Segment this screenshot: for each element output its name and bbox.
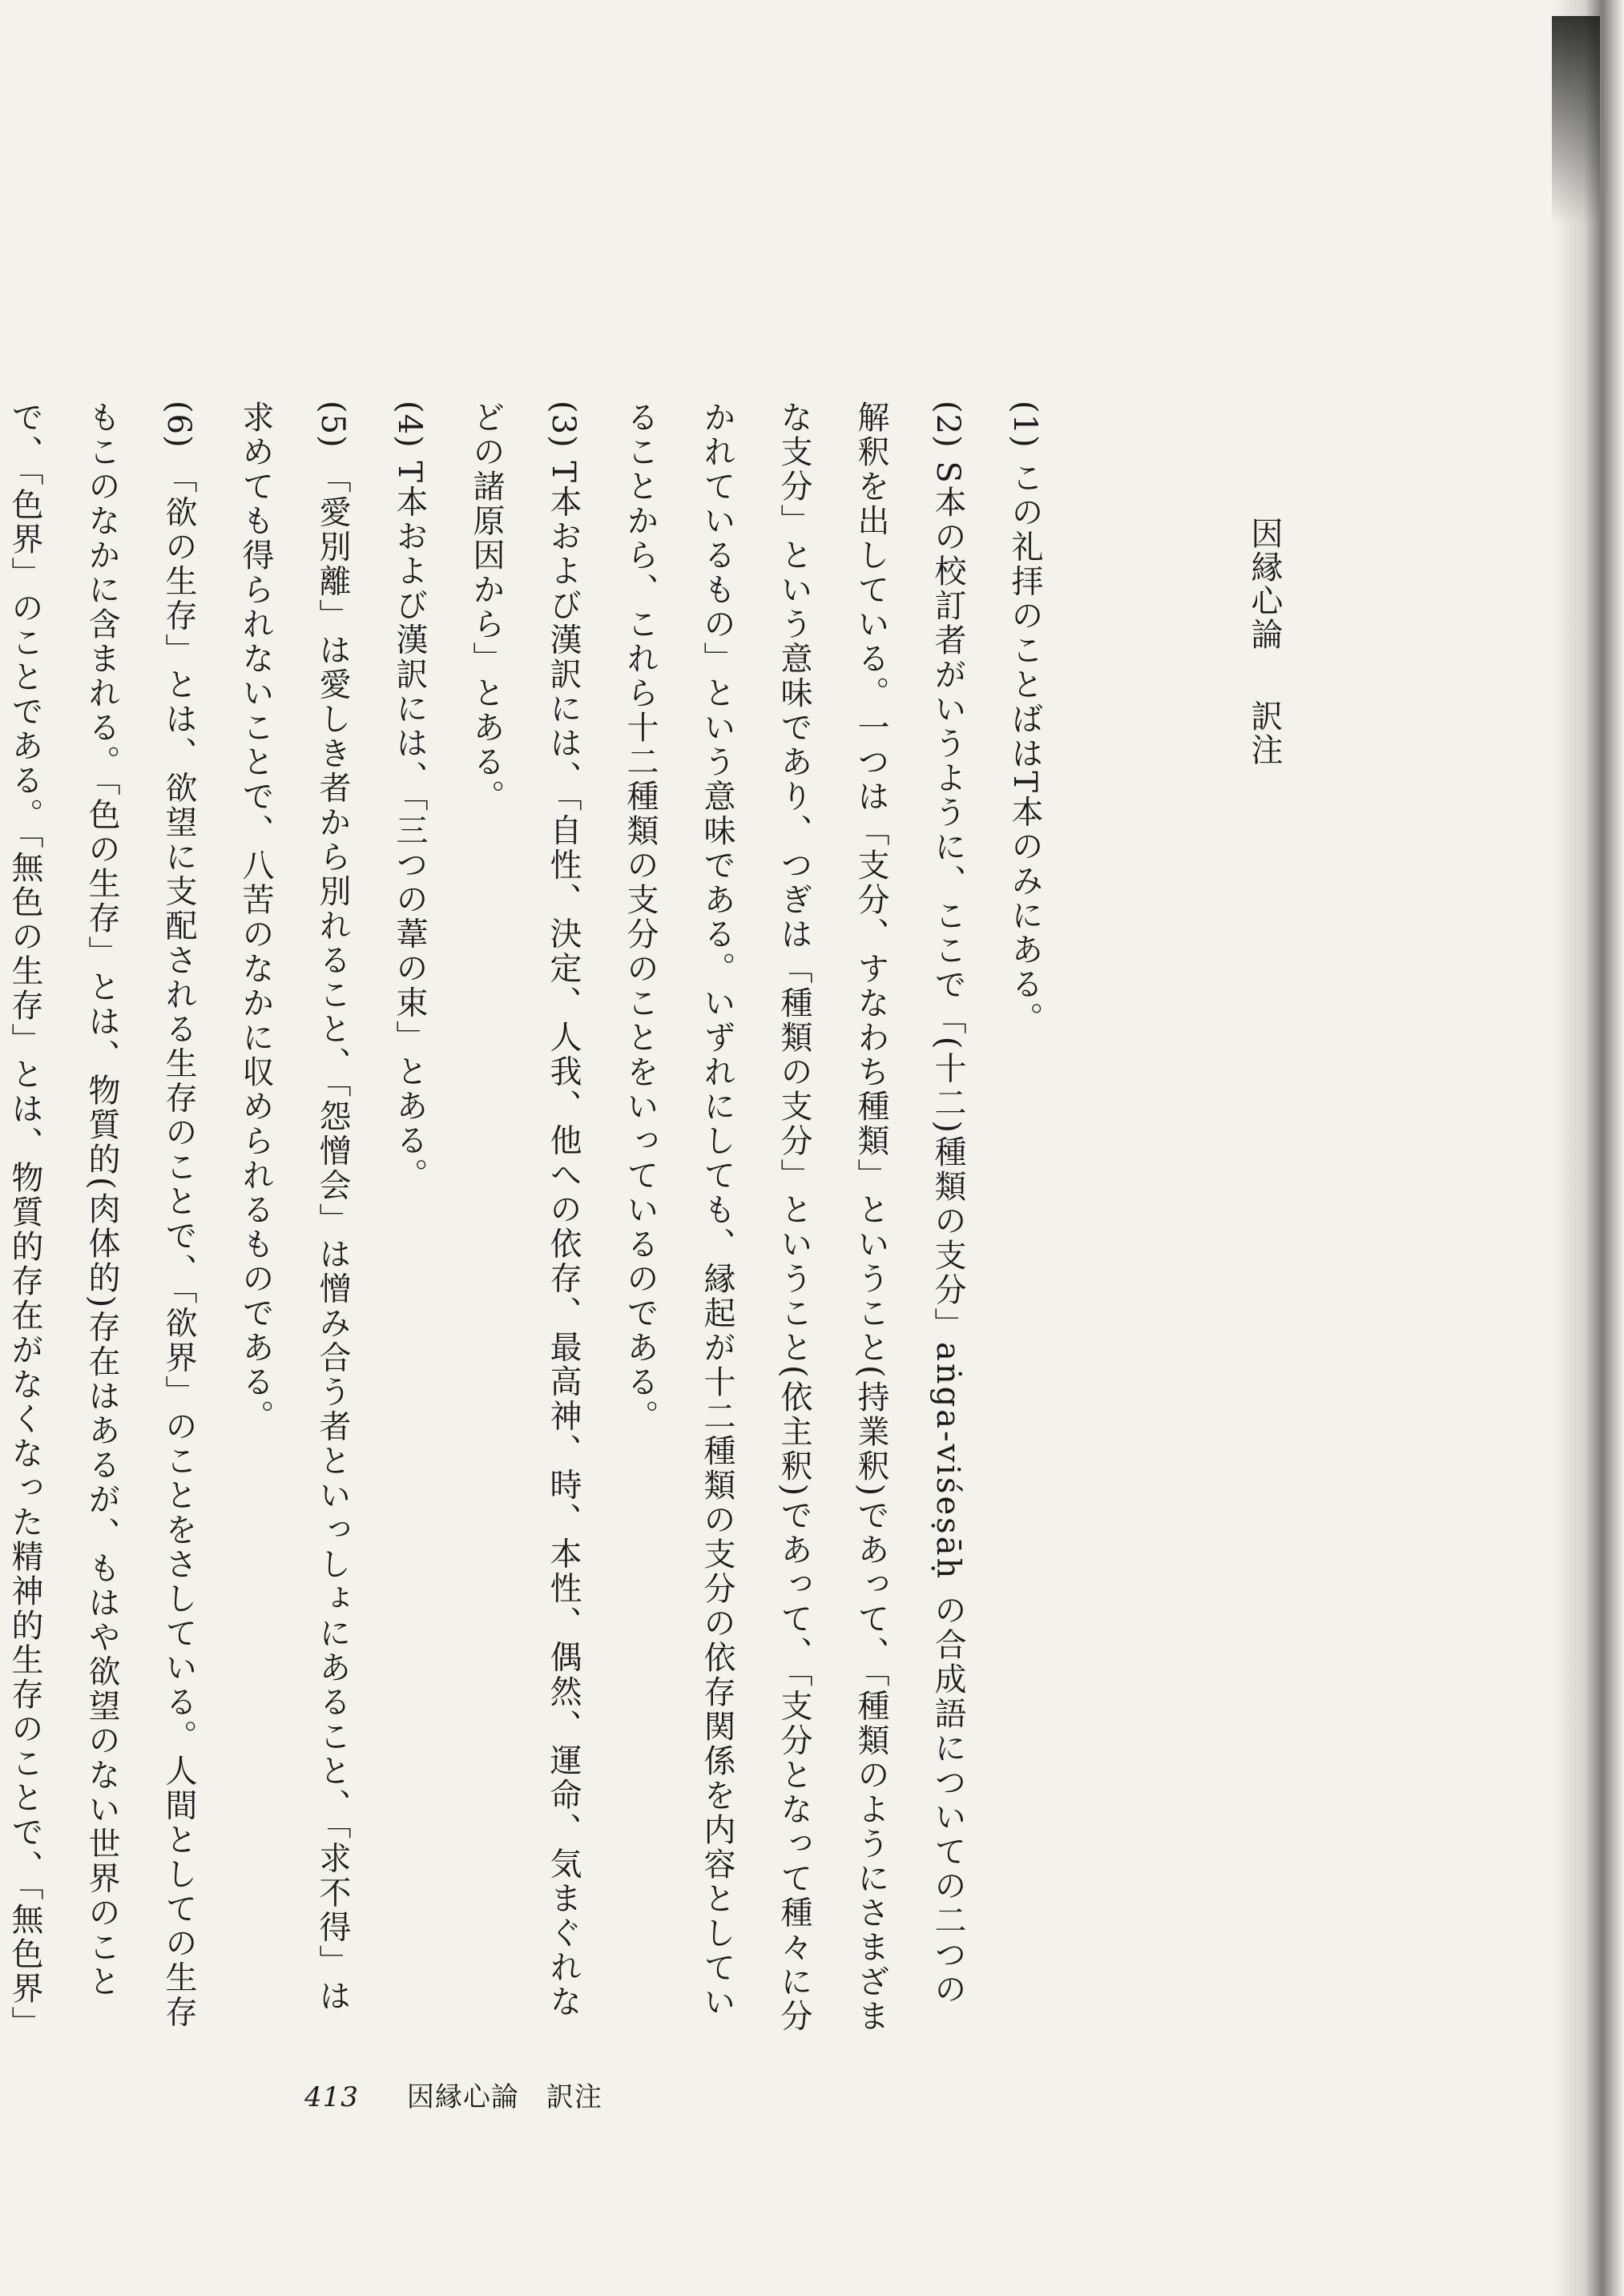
note-number: (6)	[160, 401, 197, 449]
note-text: この礼拝のことばはT本のみにある。	[1006, 461, 1043, 1037]
note-number: (3)	[545, 401, 582, 449]
note-4	[371, 401, 448, 2035]
footer-title: 因縁心論	[406, 2081, 519, 2113]
scan-edge-dark-mark	[1552, 16, 1600, 224]
note-text: T本および漢訳には、「自性、決定、人我、他への依存、最高神、時、本性、偶然、運命、気まぐれなどの諸原因から」とある。	[468, 401, 582, 2020]
page-footer	[304, 2075, 602, 2114]
note-2	[602, 401, 986, 2035]
note-5	[217, 401, 371, 2035]
note-number: (5)	[314, 401, 351, 449]
running-header-subtitle: 訳注	[1246, 699, 1283, 767]
note-number: (1)	[1006, 401, 1043, 449]
footer-subtitle: 訳注	[546, 2081, 602, 2113]
page-number: 413	[304, 2081, 359, 2113]
annotation-notes	[6, 401, 1063, 2035]
note-text: S本の校訂者がいうように、ここで「(十二)種類の支分」aṅga-viśeṣāḥ の合成語についての二つの解釈を出している。一つは「支分、すなわち種類」ということ(持業釈)であって、「種類のようにさまざまな支分」という意味であり、つぎは「種類の支分」ということ(依主釈)であって、「支分となって種々に分かれているもの」という意味である。いずれにしても、縁起が十二種類の支分の依存関係を内容としていることから、これら十二種類の支分のことをいっているのである。	[622, 401, 966, 2034]
note-6	[0, 401, 217, 2035]
running-header-title: 因縁心論	[1246, 517, 1283, 651]
scan-edge-shadow	[1552, 0, 1624, 2296]
note-text: 「欲の生存」とは、欲望に支配される生存のことで、「欲界」のことをさしている。人間としての生存もこのなかに含まれる。「色の生存」とは、物質的(肉体的)存在はあるが、もはや欲望のない世界のことで、「色界」のことである。「無色の生存」とは、物質的存在がなくなった精神的生存のことで、「無色界」	[6, 401, 197, 2030]
note-number: (4)	[391, 401, 428, 449]
note-text: T本および漢訳には、「三つの葦の束」とある。	[391, 461, 428, 1193]
note-number: (2)	[929, 401, 966, 449]
running-header	[1242, 517, 1288, 767]
note-text: 「愛別離」は愛しき者から別れること、「怨憎会」は憎み合う者といっしょにあること、「求不得」は求めても得られないことで、八苦のなかに収められるものである。	[237, 401, 351, 2014]
note-3	[448, 401, 602, 2035]
note-1	[986, 401, 1063, 2035]
